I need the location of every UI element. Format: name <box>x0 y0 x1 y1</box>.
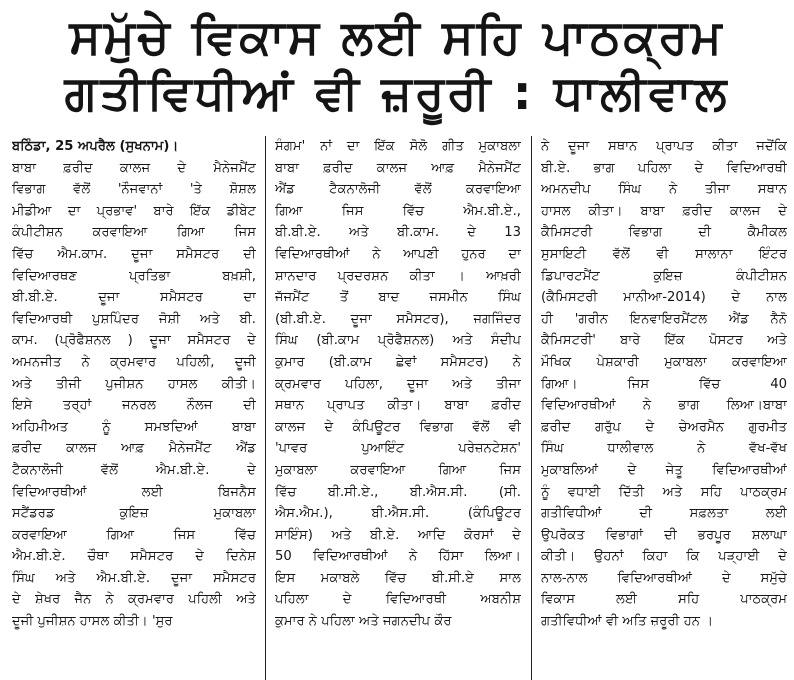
article-line: ਡਿਪਾਰਟਮੈਂਟ ਕੁਇਜ਼ ਕੰਪੀਟੀਸ਼ਨ <box>541 268 787 284</box>
article-line: 50 ਵਿਦਿਆਰਥੀਆਂ ਨੇ ਹਿੱਸਾ ਲਿਆ। <box>275 549 521 565</box>
article-line: ਵਿਭਾਗ ਵੱਲੋਂ 'ਨੌਜਵਾਨਾਂ 'ਤੇ ਸ਼ੋਸ਼ਲ <box>12 182 256 198</box>
article-line: ਕੈਮਿਸਟਰੀ' ਬਾਰੇ ਇੱਕ ਪੋਸਟਰ ਅਤੇ <box>541 333 787 349</box>
article-line: ਸੰਗਮ' ਨਾਂ ਦਾ ਇੱਕ ਸੋਲੋ ਗੀਤ ਮੁਕਾਬਲਾ <box>275 139 521 154</box>
article-line: ਸਿੰਘ ਧਾਲੀਵਾਲ ਨੇ ਵੱਖ-ਵੱਖ <box>541 441 787 457</box>
article-line: ਵਿੱਚ ਐਮ.ਕਾਮ. ਦੂਜਾ ਸਮੈਸਟਰ ਦੀ <box>12 246 256 262</box>
article-line: ਵਿਦਿਆਰਥੀਆਂ ਨੇ ਆਪਣੀ ਹੁਨਰ ਦਾ <box>275 246 521 262</box>
article-line: ਸਿੰਘ (ਬੀ.ਕਾਮ ਪ੍ਰੋਫੈਸ਼ਨਲ) ਅਤੇ ਸੰਦੀਪ <box>275 333 521 349</box>
article-line: ਮੌਖਿਕ ਪੇਸ਼ਕਾਰੀ ਮੁਕਾਬਲਾ ਕਰਵਾਇਆ <box>541 354 787 370</box>
article-line: ਮੁਕਾਬਲਾ ਕਰਵਾਇਆ ਗਿਆ ਜਿਸ <box>275 462 521 478</box>
article-line: ਵਿਦਿਆਰਥੀਆਂ ਲਈ ਬਿਜਨੈਸ <box>12 484 256 500</box>
article-line: ਵਿਦਿਆਰਥੀਆਂ ਨੇ ਭਾਗ ਲਿਆ।ਬਾਬਾ <box>541 398 787 414</box>
article-line: ਇਸ ਮਕਾਬਲੇ ਵਿੱਚ ਬੀ.ਸੀ.ਏ ਸਾਲ <box>275 570 521 586</box>
article-line: ਬਾਬਾ ਫ਼ਰੀਦ ਕਾਲਜ ਦੇ ਮੈਨੇਜਮੈਂਟ <box>12 160 256 176</box>
article-line: ਅਮਨਦੀਪ ਸਿੰਘ ਨੇ ਤੀਜਾ ਸਥਾਨ <box>541 182 787 198</box>
article-line: ਅਹਿਮੀਅਤ ਨੂੰ ਸਮਝਦਿਆਂ ਬਾਬਾ <box>12 419 256 435</box>
article-line: ਸੁਸਾਇਟੀ ਵੱਲੋਂ ਵੀ ਸਾਲਾਨਾ ਇੰਟਰ <box>541 246 787 262</box>
article-line: ਉਪਰੋਕਤ ਵਿਭਾਗਾਂ ਦੀ ਭਰਪੂਰ ਸ਼ਲਾਘਾ <box>541 527 787 543</box>
article-line: ਸਥਾਨ ਪ੍ਰਾਪਤ ਕੀਤਾ। ਬਾਬਾ ਫ਼ਰੀਦ <box>275 398 521 414</box>
article-body <box>0 136 794 680</box>
headline <box>0 0 794 124</box>
article-line: ਨੂੰ ਵਧਾਈ ਦਿੱਤੀ ਅਤੇ ਸਹਿ ਪਾਠਕ੍ਰਮ <box>541 484 787 500</box>
article-line: ਸਟੈਂਡਰਡ ਕੁਇਜ਼ ਮੁਕਾਬਲਾ <box>12 506 256 522</box>
article-line: ਇਸੇ ਤਰ੍ਹਾਂ ਜਨਰਲ ਨੌਲਜ ਦੀ <box>12 398 256 414</box>
article-line: ਵਿੱਚ ਬੀ.ਸੀ.ਏ., ਬੀ.ਐਸ.ਸੀ. (ਸੀ. <box>275 484 521 500</box>
article-line: ਗਿਆ ਜਿਸ ਵਿੱਚ ਐਮ.ਬੀ.ਏ., <box>275 203 521 219</box>
article-line: ਵਿਦਿਆਰਥੀ ਪੁਸ਼ਪਿੰਦਰ ਜੋਸ਼ੀ ਅਤੇ ਬੀ. <box>12 311 256 327</box>
article-line: ਫ਼ਰੀਦ ਕਾਲਜ ਆਫ਼ ਮੈਨੇਜਮੈਂਟ ਐਂਡ <box>12 441 256 457</box>
article-line: ਕੰਪੀਟੀਸ਼ਨ ਕਰਵਾਇਆ ਗਿਆ ਜਿਸ <box>12 225 256 241</box>
article-line: ਹਾਸਲ ਕੀਤਾ। ਬਾਬਾ ਫ਼ਰੀਦ ਕਾਲਜ ਦੇ <box>541 203 787 219</box>
article-line: ਹੀ 'ਗਰੀਨ ਇਨਵਾਇਰਮੈਂਟਲ ਐਂਡ ਨੈਨੋ <box>541 311 787 327</box>
article-line: ਸਿੰਘ ਅਤੇ ਐਮ.ਬੀ.ਏ. ਦੂਜਾ ਸਮੈਸਟਰ <box>12 570 256 586</box>
article-line: ਗਤੀਵਿਧੀਆਂ ਵੀ ਅਤਿ ਜ਼ਰੂਰੀ ਹਨ । <box>541 614 714 630</box>
article-line: ਬਾਬਾ ਫ਼ਰੀਦ ਕਾਲਜ ਆਫ਼ ਮੈਨੇਜਮੈਂਟ <box>275 160 521 176</box>
column-divider <box>265 136 266 680</box>
article-line: ਅਮਨਜੀਤ ਨੇ ਕ੍ਰਮਵਾਰ ਪਹਿਲੀ, ਦੂਜੀ <box>12 354 256 370</box>
article-line: ਬੀ.ਏ. ਭਾਗ ਪਹਿਲਾ ਦੇ ਵਿਦਿਆਰਥੀ <box>541 160 787 176</box>
article-line: ਨਾਲ-ਨਾਲ ਵਿਦਿਆਰਥੀਆਂ ਦੇ ਸਮੁੱਚੇ <box>541 570 787 586</box>
article-line: ਐਮ.ਬੀ.ਏ. ਚੌਥਾ ਸਮੈਸਟਰ ਦੇ ਦਿਨੇਸ਼ <box>12 549 256 565</box>
dateline: ਬਠਿੰਡਾ, 25 ਅਪਰੈਲ (ਸੁਖਨਾਮ)। <box>12 139 179 154</box>
article-line: ਕਾਲਜ ਦੇ ਕੰਪਿਊਟਰ ਵਿਭਾਗ ਵੱਲੋਂ ਵੀ <box>275 419 521 435</box>
article-line: ਫ਼ਰੀਦ ਗਰੁੱਪ ਦੇ ਚੇਅਰਮੈਨ ਗੁਰਮੀਤ <box>541 419 787 435</box>
article-line: ਗਤੀਵਿਧੀਆਂ ਦੀ ਸਫ਼ਲਤਾ ਲਈ <box>541 506 787 522</box>
article-line: (ਕੈਮਿਸਟਰੀ ਮਾਨੀਆ-2014) ਦੇ ਨਾਲ <box>541 290 787 306</box>
article-line: ਸਾਇੰਸ) ਅਤੇ ਬੀ.ਏ. ਆਦਿ ਕੋਰਸਾਂ ਦੇ <box>275 527 521 543</box>
article-line: (ਬੀ.ਬੀ.ਏ. ਦੂਜਾ ਸਮੈਸਟਰ), ਜਗਜਿੰਦਰ <box>275 311 521 327</box>
headline-line-2: ਗਤੀਵਿਧੀਆਂ ਵੀ ਜ਼ਰੂਰੀ : ਧਾਲੀਵਾਲ <box>64 66 730 121</box>
article-line: ਕਰਵਾਇਆ ਗਿਆ ਜਿਸ ਵਿੱਚ <box>12 527 256 543</box>
article-column-2 <box>275 136 521 680</box>
article-line: 'ਪਾਵਰ ਪੁਆਇੰਟ ਪਰੇਜ਼ਨਟੇਸ਼ਨ' <box>275 441 521 457</box>
article-line: ਕੁਮਾਰ (ਬੀ.ਕਾਮ ਛੇਵਾਂ ਸਮੈਸਟਰ) ਨੇ <box>275 354 521 370</box>
article-column-1 <box>12 136 256 680</box>
article-line: ਕੁਮਾਰ ਨੇ ਪਹਿਲਾ ਅਤੇ ਜਗਨਦੀਪ ਕੌਰ <box>275 614 452 630</box>
article-line: ਨੇ ਦੂਜਾ ਸਥਾਨ ਪ੍ਰਾਪਤ ਕੀਤਾ ਜਦੋਂਕਿ <box>541 139 787 154</box>
article-line: ਮੁਕਾਬਲਿਆਂ ਦੇ ਜੇਤੂ ਵਿਦਿਆਰਥੀਆਂ <box>541 462 787 478</box>
article-line: ਕੈਮਿਸਟਰੀ ਵਿਭਾਗ ਦੀ ਕੈਮੀਕਲ <box>541 225 787 241</box>
article-line: ਕੀਤੀ। ਉਹਨਾਂ ਕਿਹਾ ਕਿ ਪੜ੍ਹਾਈ ਦੇ <box>541 549 787 565</box>
article-line: ਮੀਡੀਆ ਦਾ ਪ੍ਰਭਾਵ' ਬਾਰੇ ਇੱਕ ਡੀਬੇਟ <box>12 203 256 219</box>
column-divider <box>531 136 532 680</box>
article-line: ਅਤੇ ਤੀਜੀ ਪੁਜੀਸ਼ਨ ਹਾਸਲ ਕੀਤੀ। <box>12 376 256 392</box>
article-line: ਟੈਕਨਾਲੋਜੀ ਵੱਲੋਂ ਐਮ.ਬੀ.ਏ. ਦੇ <box>12 462 256 478</box>
article-line: ਦੂਜੀ ਪੁਜੀਸ਼ਨ ਹਾਸਲ ਕੀਤੀ। 'ਸੁਰ <box>12 614 173 630</box>
article-line: ਐਸ.ਐਮ.), ਬੀ.ਐਸ.ਸੀ. (ਕੰਪਿਊਟਰ <box>275 506 521 522</box>
article-line: ਕਾਮ. (ਪ੍ਰੋਫੈਸ਼ਨਲ ) ਦੂਜਾ ਸਮੈਸਟਰ ਦੇ <box>12 333 256 349</box>
headline-line-1: ਸਮੁੱਚੇ ਵਿਕਾਸ ਲਈ ਸਹਿ ਪਾਠਕ੍ਰਮ <box>69 10 725 65</box>
article-line: ਸ਼ਾਨਦਾਰ ਪ੍ਰਦਰਸ਼ਨ ਕੀਤਾ । ਆਖ਼ਰੀ <box>275 268 521 284</box>
article-line: ਵਿਦਿਆਰਥਣ ਪ੍ਰਤਿਭਾ ਬਖ਼ਸ਼ੀ, <box>12 268 256 284</box>
article-line: ਬੀ.ਬੀ.ਏ. ਦੂਜਾ ਸਮੈਸਟਰ ਦਾ <box>12 290 256 306</box>
article-line: ਗਿਆ। ਜਿਸ ਵਿੱਚ 40 <box>541 376 787 392</box>
article-line: ਬੀ.ਬੀ.ਏ. ਅਤੇ ਬੀ.ਕਾਮ. ਦੇ 13 <box>275 225 521 241</box>
article-line: ਜੱਜਮੈਂਟ ਤੋਂ ਬਾਦ ਜਸਮੀਨ ਸਿੰਘ <box>275 290 521 306</box>
article-line: ਵਿਕਾਸ ਲਈ ਸਹਿ ਪਾਠਕ੍ਰਮ <box>541 592 787 608</box>
article-line: ਐਂਡ ਟੈਕਨਾਲੋਜੀ ਵੱਲੋਂ ਕਰਵਾਇਆ <box>275 182 521 198</box>
article-line: ਕ੍ਰਮਵਾਰ ਪਹਿਲਾ, ਦੂਜਾ ਅਤੇ ਤੀਜਾ <box>275 376 521 392</box>
article-line: ਦੇ ਸ਼ੇਖਰ ਜੈਨ ਨੇ ਕ੍ਰਮਵਾਰ ਪਹਿਲੀ ਅਤੇ <box>12 592 256 608</box>
article-column-3 <box>541 136 787 680</box>
article-line: ਪਹਿਲਾ ਦੇ ਵਿਦਿਆਰਥੀ ਅਬਨੀਸ਼ <box>275 592 521 608</box>
